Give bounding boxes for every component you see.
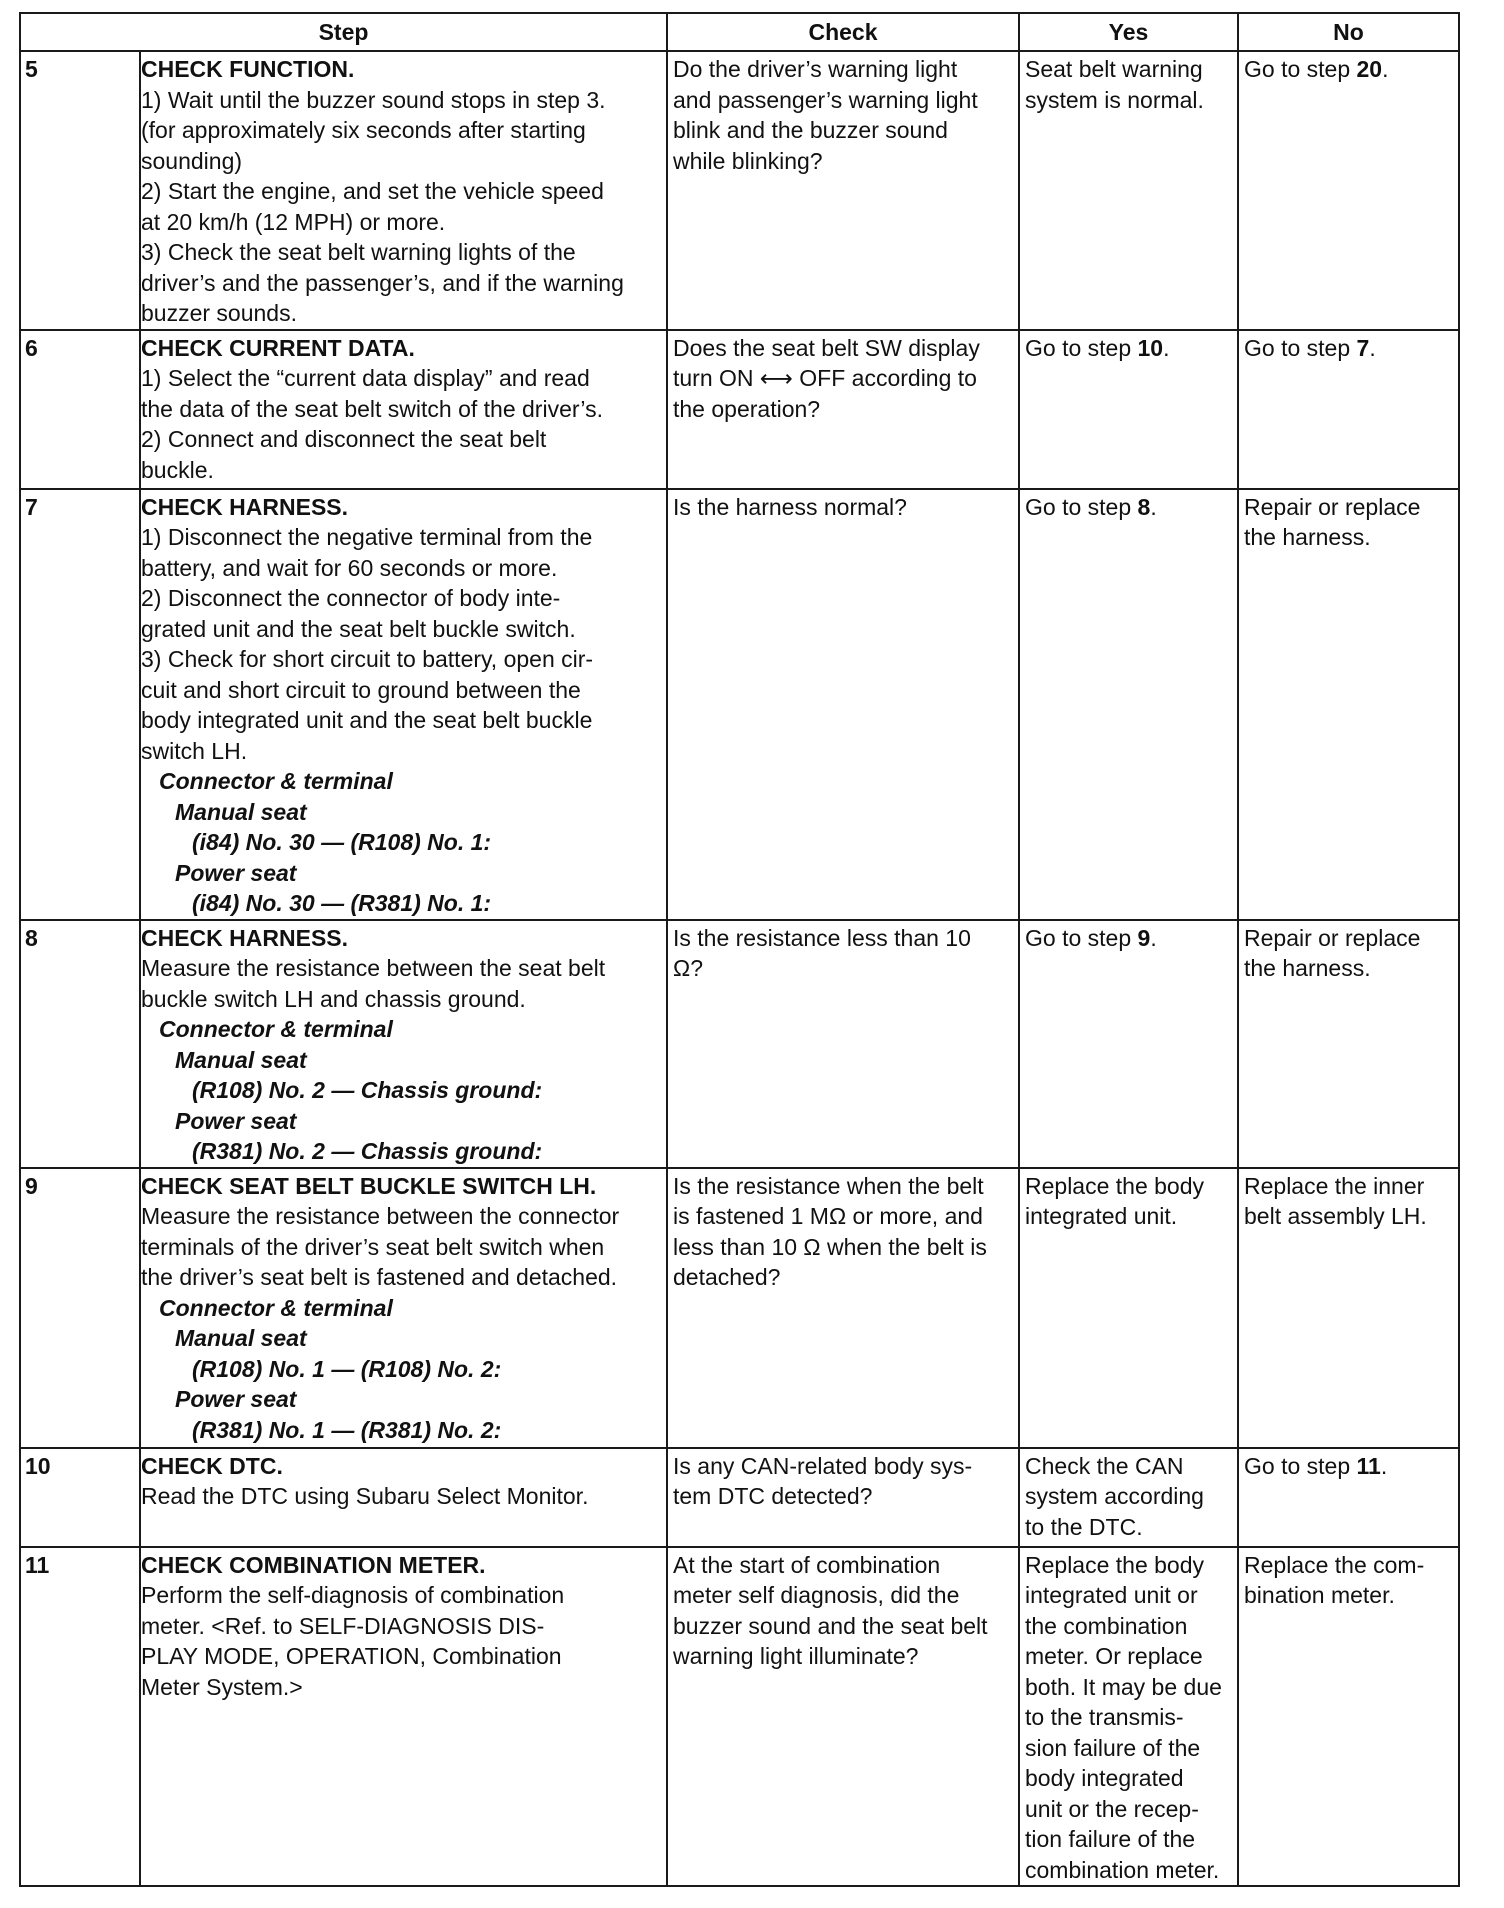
yes-cell (1019, 1547, 1238, 1887)
no-line: bination meter. (1244, 1582, 1395, 1608)
yes-line: meter. Or replace (1025, 1643, 1203, 1669)
punctuation: . (1163, 334, 1170, 361)
check-cell (667, 1168, 1019, 1448)
yes-line: Replace the body (1025, 1172, 1205, 1199)
step-title: CHECK FUNCTION. (141, 56, 355, 82)
yes-line: sion failure of the (1025, 1734, 1201, 1761)
check-cell (667, 489, 1019, 920)
check-cell (667, 330, 1019, 489)
yes-line: Replace the body (1025, 1551, 1205, 1578)
step-line: switch LH. (141, 737, 248, 764)
check-line: buzzer sound and the seat belt (673, 1612, 988, 1639)
step-line: terminals of the driver’s seat belt switch when (141, 1233, 605, 1260)
manual-seat-label: Manual seat (175, 1046, 307, 1073)
yes-line (1025, 492, 1232, 523)
step-line: 1) Wait until the buzzer sound stops in step 3. (141, 86, 606, 113)
yes-line: unit or the recep- (1025, 1795, 1199, 1822)
no-line: belt assembly LH. (1244, 1203, 1427, 1229)
check-line: while blinking? (673, 147, 823, 174)
step-title: CHECK CURRENT DATA. (141, 334, 415, 361)
step-description (140, 1448, 667, 1547)
step-reference: 7 (1356, 334, 1370, 361)
step-number: 7 (20, 489, 140, 920)
header-yes: Yes (1019, 13, 1238, 51)
step-line: driver’s and the passenger’s, and if the warning (141, 269, 624, 296)
check-line: Is the resistance less than 10 (673, 924, 971, 951)
step-line: 3) Check for short circuit to battery, open cir- (141, 646, 594, 672)
no-cell (1238, 920, 1459, 1168)
check-cell (667, 51, 1019, 330)
table-row (20, 51, 1459, 330)
table-row (20, 1547, 1459, 1887)
table-row (20, 489, 1459, 920)
no-line: the harness. (1244, 524, 1371, 550)
step-line: Measure the resistance between the seat belt (141, 955, 606, 981)
step-line: Perform the self-diagnosis of combination (141, 1582, 565, 1608)
step-number: 8 (20, 920, 140, 1168)
no-line (1244, 1451, 1453, 1482)
check-line: meter self diagnosis, did the (673, 1582, 960, 1608)
yes-line: to the transmis- (1025, 1704, 1184, 1730)
yes-line: the combination (1025, 1612, 1188, 1639)
yes-line: integrated unit. (1025, 1203, 1178, 1229)
no-line (1244, 333, 1453, 364)
check-line: warning light illuminate? (673, 1643, 919, 1669)
check-line: is fastened 1 MΩ or more, and (673, 1203, 983, 1229)
check-line: At the start of combination (673, 1551, 941, 1578)
punctuation: . (1380, 1452, 1388, 1479)
step-number: 5 (20, 51, 140, 330)
step-line: the data of the seat belt switch of the driver’s. (141, 395, 603, 422)
step-title: CHECK HARNESS. (141, 493, 349, 520)
yes-line: both. It may be due (1025, 1673, 1222, 1700)
check-line: Ω? (673, 955, 703, 981)
yes-line (1025, 923, 1232, 954)
yes-line: Seat belt warning (1025, 56, 1203, 82)
goto-text: Go to step (1025, 334, 1138, 361)
step-line: 3) Check the seat belt warning lights of the (141, 239, 576, 265)
manual-seat-terminals: (R108) No. 2 — Chassis ground: (192, 1077, 543, 1103)
power-seat-label: Power seat (175, 859, 297, 886)
yes-cell (1019, 51, 1238, 330)
step-line: body integrated unit and the seat belt buckle (141, 707, 593, 733)
check-line: tem DTC detected? (673, 1483, 873, 1509)
step-description (140, 489, 667, 920)
step-reference: 20 (1356, 56, 1383, 82)
step-line: 1) Select the “current data display” and read (141, 365, 590, 391)
check-line: the operation? (673, 395, 821, 422)
goto-text: Go to step (1025, 924, 1138, 951)
yes-line: Check the CAN (1025, 1452, 1184, 1479)
no-cell (1238, 1448, 1459, 1547)
step-title: CHECK SEAT BELT BUCKLE SWITCH LH. (141, 1172, 597, 1199)
step-line: Meter System.> (141, 1673, 303, 1700)
step-line: Measure the resistance between the connector (141, 1203, 620, 1229)
step-line: cuit and short circuit to ground between the (141, 676, 581, 703)
goto-text: Go to step (1244, 56, 1357, 82)
punctuation: . (1150, 493, 1157, 520)
no-cell (1238, 489, 1459, 920)
power-seat-label: Power seat (175, 1386, 297, 1412)
step-title: CHECK COMBINATION METER. (141, 1551, 486, 1578)
header-no: No (1238, 13, 1459, 51)
check-line: Is the resistance when the belt (673, 1172, 984, 1199)
step-number: 6 (20, 330, 140, 489)
connector-terminal-heading: Connector & terminal (159, 768, 393, 794)
header-check: Check (667, 13, 1019, 51)
step-number: 10 (20, 1448, 140, 1547)
step-line: Read the DTC using Subaru Select Monitor. (141, 1483, 589, 1509)
step-line: grated unit and the seat belt buckle switch. (141, 615, 576, 642)
step-description (140, 1168, 667, 1448)
power-seat-terminals: (i84) No. 30 — (R381) No. 1: (192, 890, 492, 916)
step-line: sounding) (141, 147, 243, 174)
no-cell (1238, 51, 1459, 330)
no-cell (1238, 330, 1459, 489)
yes-line: integrated unit or (1025, 1582, 1198, 1608)
check-line: Do the driver’s warning light (673, 56, 958, 82)
yes-line: tion failure of the (1025, 1826, 1196, 1852)
step-line: 1) Disconnect the negative terminal from the (141, 524, 593, 550)
step-reference: 10 (1137, 334, 1164, 361)
step-number: 9 (20, 1168, 140, 1448)
check-line: blink and the buzzer sound (673, 117, 948, 143)
manual-seat-terminals: (i84) No. 30 — (R108) No. 1: (192, 829, 492, 855)
step-reference: 8 (1137, 493, 1151, 520)
goto-text: Go to step (1025, 493, 1138, 520)
yes-line: system is normal. (1025, 86, 1204, 113)
step-line: (for approximately six seconds after starting (141, 117, 586, 143)
check-cell (667, 1547, 1019, 1887)
yes-line (1025, 333, 1232, 364)
step-line: meter. <Ref. to SELF-DIAGNOSIS DIS- (141, 1612, 545, 1639)
no-line: Repair or replace (1244, 493, 1421, 520)
manual-seat-label: Manual seat (175, 1325, 307, 1351)
table-row (20, 330, 1459, 489)
step-reference: 11 (1356, 1452, 1381, 1479)
step-description (140, 51, 667, 330)
no-cell (1238, 1547, 1459, 1887)
step-line: PLAY MODE, OPERATION, Combination (141, 1643, 562, 1669)
step-line: buckle switch LH and chassis ground. (141, 985, 526, 1012)
step-title: CHECK HARNESS. (141, 924, 349, 951)
power-seat-label: Power seat (175, 1107, 297, 1134)
step-description (140, 920, 667, 1168)
step-number: 11 (20, 1547, 140, 1887)
step-line: at 20 km/h (12 MPH) or more. (141, 208, 446, 235)
step-description (140, 330, 667, 489)
no-line: Replace the inner (1244, 1172, 1425, 1199)
step-reference: 9 (1137, 924, 1151, 951)
punctuation: . (1369, 334, 1376, 361)
goto-text: Go to step (1244, 1452, 1357, 1479)
power-seat-terminals: (R381) No. 1 — (R381) No. 2: (192, 1416, 502, 1443)
check-line: detached? (673, 1264, 781, 1290)
table-header-row (20, 13, 1459, 51)
check-line: less than 10 Ω when the belt is (673, 1233, 987, 1260)
no-line: Replace the com- (1244, 1551, 1425, 1578)
check-line: Is the harness normal? (673, 493, 907, 520)
punctuation: . (1382, 56, 1389, 82)
diagnostic-procedure-table (19, 12, 1460, 1887)
yes-line: system according (1025, 1483, 1204, 1509)
step-line: 2) Connect and disconnect the seat belt (141, 426, 547, 452)
power-seat-terminals: (R381) No. 2 — Chassis ground: (192, 1138, 543, 1164)
yes-line: to the DTC. (1025, 1513, 1143, 1540)
table-row (20, 920, 1459, 1168)
no-line (1244, 54, 1453, 85)
table-row (20, 1448, 1459, 1547)
check-line: and passenger’s warning light (673, 86, 978, 113)
no-cell (1238, 1168, 1459, 1448)
step-line: 2) Start the engine, and set the vehicle speed (141, 178, 604, 204)
step-line: buzzer sounds. (141, 300, 297, 326)
check-line: Does the seat belt SW display (673, 334, 980, 361)
step-line: 2) Disconnect the connector of body inte- (141, 585, 561, 611)
manual-seat-label: Manual seat (175, 798, 307, 825)
step-title: CHECK DTC. (141, 1452, 283, 1479)
connector-terminal-heading: Connector & terminal (159, 1294, 393, 1321)
step-line: battery, and wait for 60 seconds or more. (141, 554, 558, 581)
connector-terminal-heading: Connector & terminal (159, 1016, 393, 1042)
no-line: the harness. (1244, 955, 1371, 981)
table-row (20, 1168, 1459, 1448)
yes-cell (1019, 489, 1238, 920)
check-line: turn ON ⟷ OFF according to (673, 365, 977, 391)
yes-cell (1019, 330, 1238, 489)
step-description (140, 1547, 667, 1887)
goto-text: Go to step (1244, 334, 1357, 361)
check-cell (667, 1448, 1019, 1547)
step-line: buckle. (141, 456, 214, 483)
yes-line: body integrated (1025, 1765, 1184, 1791)
yes-line: combination meter. (1025, 1856, 1220, 1883)
yes-cell (1019, 1448, 1238, 1547)
no-line: Repair or replace (1244, 924, 1421, 951)
step-line: the driver’s seat belt is fastened and detached. (141, 1264, 618, 1290)
check-cell (667, 920, 1019, 1168)
yes-cell (1019, 920, 1238, 1168)
yes-cell (1019, 1168, 1238, 1448)
manual-seat-terminals: (R108) No. 1 — (R108) No. 2: (192, 1355, 502, 1382)
check-line: Is any CAN-related body sys- (673, 1452, 973, 1479)
header-step: Step (20, 13, 667, 51)
punctuation: . (1150, 924, 1157, 951)
